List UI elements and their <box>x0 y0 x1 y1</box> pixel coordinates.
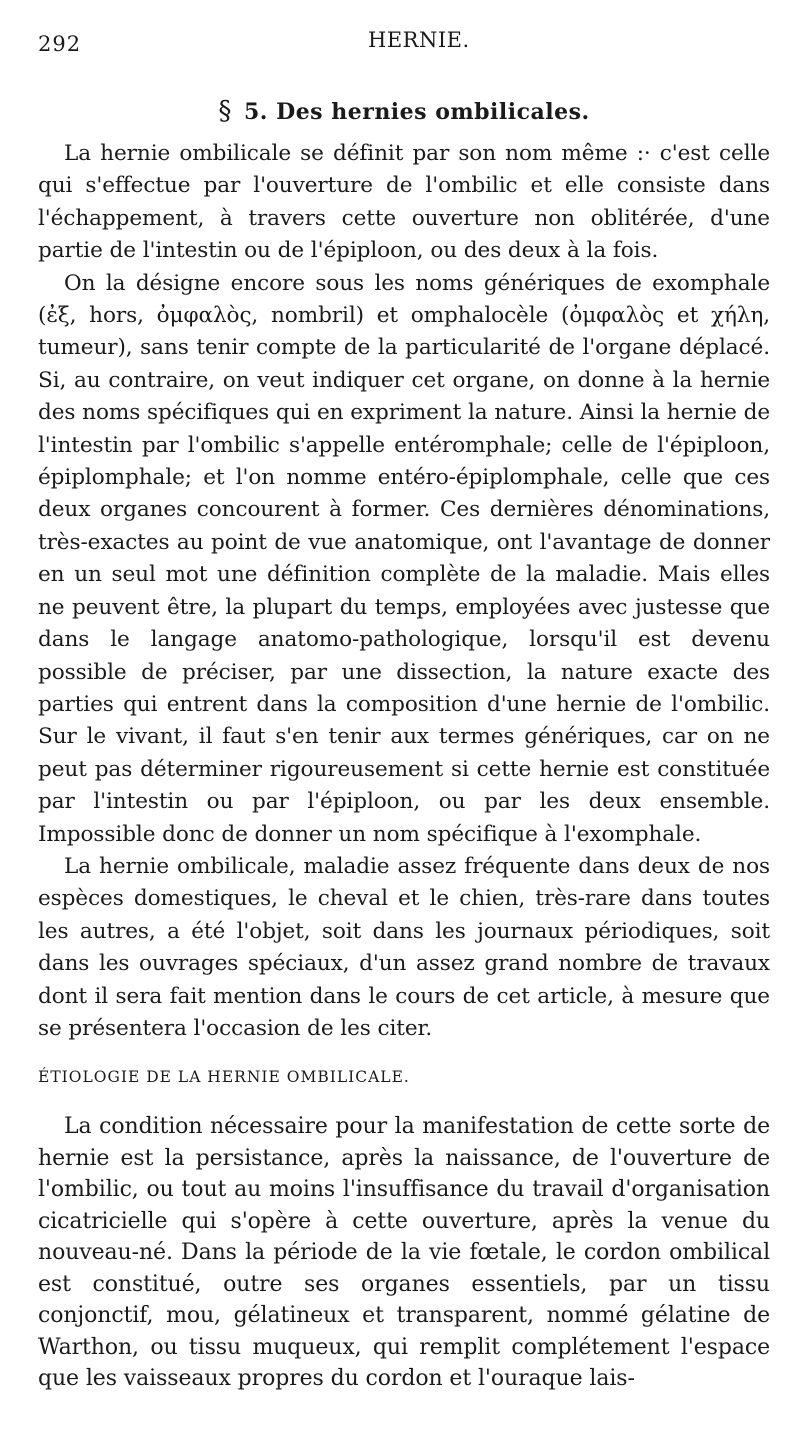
section-symbol: § <box>218 96 232 126</box>
section-title-text: 5. Des hernies ombilicales. <box>243 99 590 125</box>
paragraph-literature: La hernie ombilicale, maladie assez fréquente dans deux de nos espèces domestiques, le cheval et le chien, très-rare dans toutes les autres, a été l'objet, soit dans les journaux périodiques, soit dans les ouvrages spéciaux, d'un assez grand nombre de travaux dont il sera fait mention dans le cours de cet article, à mesure que se présentera l'occasion de les citer. <box>38 853 770 1041</box>
running-header <box>38 22 770 62</box>
paragraph-etiology: La condition nécessaire pour la manifestation de cette sorte de hernie est la persistance, après la naissance, de l'ouverture de l'ombilic, ou tout au moins l'insuffisance du travail d'organisation cicatricielle qui s'opère à cette ouverture, après la venue du nouveau-né. Dans la période de la vie fœtale, le cordon ombilical est constitué, outre ses organes essentiels, par un tissu conjonctif, mou, gélatineux et transparent, nommé gélatine de Warthon, ou tissu muqueux, qui remplit complétement l'espace que les vaisseaux propres du cordon et l'ouraque lais- <box>38 1114 770 1392</box>
running-title: HERNIE. <box>368 28 470 52</box>
paragraph-definition: La hernie ombilicale se définit par son nom même :· c'est celle qui s'effectue par l'ouverture de l'ombilic et elle consiste dans l'échappement, à travers cette ouverture non oblitérée, d'une partie de l'intestin ou de l'épiploon, ou des deux à la fois. <box>38 141 770 264</box>
body-text <box>38 138 770 1395</box>
page-number: 292 <box>38 32 82 56</box>
section-title <box>38 96 770 126</box>
subheading-etiology: ÉTIOLOGIE DE LA HERNIE OMBILICALE. <box>38 1068 410 1087</box>
paragraph-nomenclature: On la désigne encore sous les noms génériques de exomphale (ἐξ, hors, ὀμφαλὸς, nombril) et omphalocèle (ὀμφαλὸς et χήλη, tumeur), sans tenir compte de la particularité de l'organe déplacé. Si, au contraire, on veut indiquer cet organe, on donne à la hernie des noms spécifiques qui en expriment la nature. Ainsi la hernie de l'intestin par l'ombilic s'appelle entéromphale; celle de l'épiploon, épiplomphale; et l'on nomme entéro-épiplomphale, celle que ces deux organes concourent à former. Ces dernières dénominations, très-exactes au point de vue anatomique, ont l'avantage de donner en un seul mot une définition complète de la maladie. Mais elles ne peuvent être, la plupart du temps, employées avec justesse que dans le langage anatomo-pathologique, lorsqu'il est devenu possible de préciser, par une dissection, la nature exacte des parties qui entrent dans la composition d'une hernie de l'ombilic. Sur le vivant, il faut s'en tenir aux termes génériques, car on ne peut pas déterminer rigoureusement si cette hernie est constituée par l'intestin ou par l'épiploon, ou par les deux ensemble. Impossible donc de donner un nom spécifique à l'exomphale. <box>38 270 770 847</box>
